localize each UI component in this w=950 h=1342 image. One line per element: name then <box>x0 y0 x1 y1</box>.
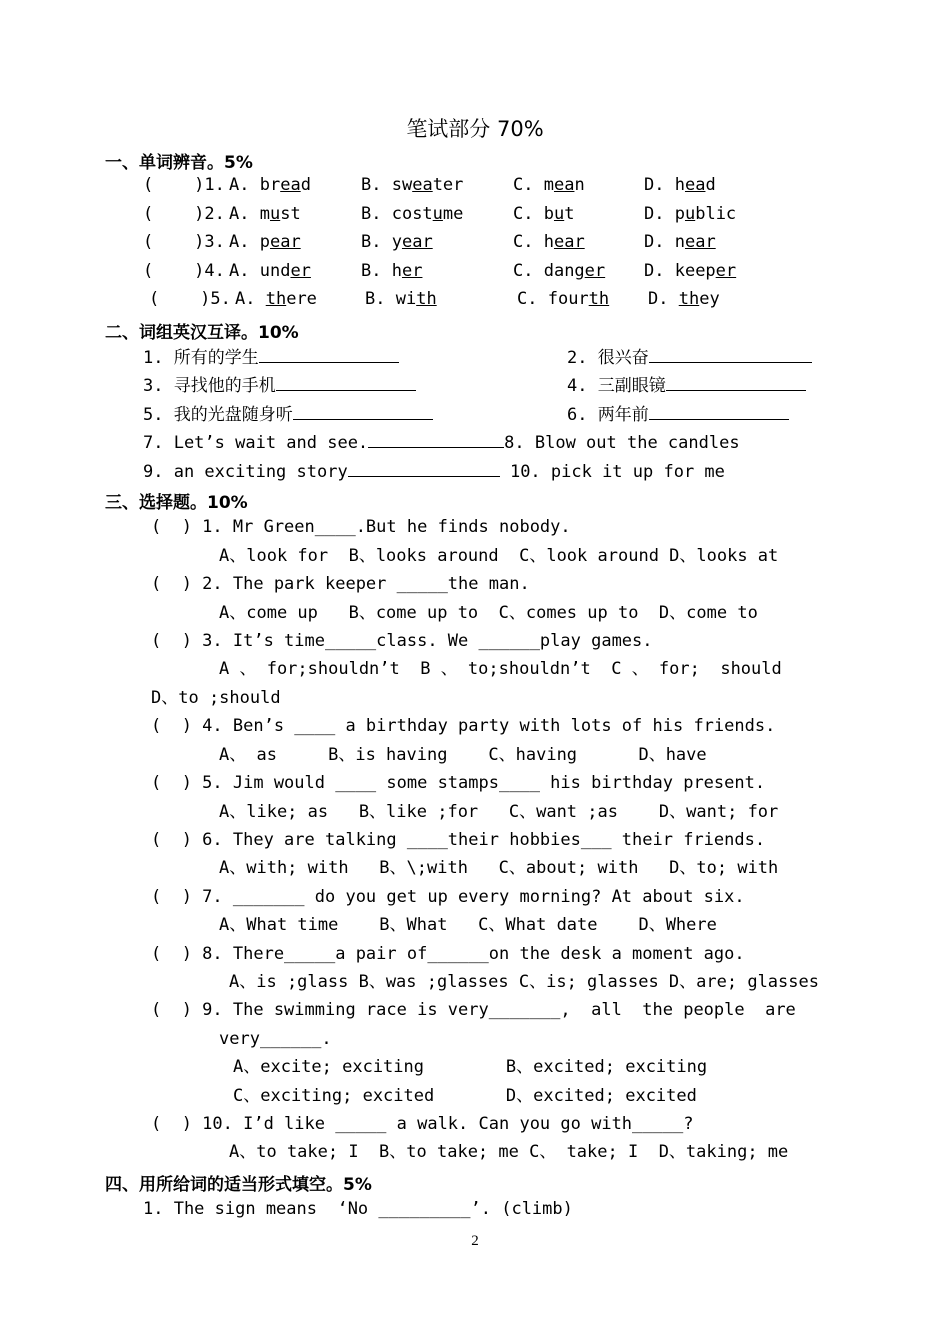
phrase-9: 9. an exciting story 10. pick it up for me <box>143 459 725 484</box>
phonetics-option-b <box>361 204 463 224</box>
word-part: p <box>259 232 270 252</box>
underlined-letters: ea <box>280 175 301 195</box>
phrase-2: 2. 很兴奋 <box>567 345 812 370</box>
phonetics-option-d <box>644 204 736 224</box>
phrase-4: 4. 三副眼镜 <box>567 373 806 398</box>
phrase-6: 6. 两年前 <box>567 402 789 427</box>
phonetics-option-b <box>361 232 433 252</box>
phonetics-option-b <box>365 289 437 309</box>
word-part: keep <box>674 260 716 281</box>
underlined-letters: ear <box>553 232 585 252</box>
phonetics-question-number: ( )2. <box>143 203 225 224</box>
underlined-letters: ear <box>401 232 433 252</box>
phonetics-option-d <box>648 289 720 309</box>
section-heading-phonetics: 一、单词辨音。5% <box>105 153 253 173</box>
section-heading-choices: 三、选择题。10% <box>105 493 248 513</box>
phonetics-option-c <box>513 261 605 281</box>
phonetics-option-a <box>229 204 301 224</box>
word-part: m <box>259 203 270 224</box>
underlined-letters: u <box>432 203 443 224</box>
question-9-cont: very______. <box>219 1029 332 1049</box>
phonetics-option-c <box>513 175 585 195</box>
underlined-letters: u <box>684 203 696 224</box>
section-heading-fill: 四、用所给词的适当形式填空。5% <box>105 1175 372 1195</box>
underlined-letters: th <box>265 289 287 309</box>
question-4-options: A、 as B、is having C、having D、have <box>219 745 707 765</box>
underlined-letters: er <box>715 260 737 281</box>
option-letter: C. <box>513 260 544 281</box>
word-part: br <box>259 175 281 195</box>
underlined-letters: u <box>269 203 281 224</box>
underlined-letters: ear <box>684 232 716 252</box>
question-3: ( ) 3. It’s time_____class. We ______play games. <box>151 631 653 651</box>
option-letter: A. <box>229 203 260 224</box>
phonetics-option-d <box>644 175 716 195</box>
option-letter: D. <box>648 289 679 309</box>
underlined-letters: u <box>553 203 565 224</box>
question-3-options: A 、 for;shouldn’t B 、 to;shouldn’t C 、 for; should <box>219 659 782 679</box>
phrase-7: 7. Let’s wait and see. 8. Blow out the candles <box>143 430 740 455</box>
question-9-options-1: A、excite; exciting B、excited; exciting <box>233 1057 708 1077</box>
word-part: n <box>574 175 585 195</box>
word-part: d <box>300 175 311 195</box>
phonetics-question-number: ( )4. <box>143 260 225 281</box>
phonetics-option-b <box>361 261 422 281</box>
option-letter: D. <box>644 175 675 195</box>
question-3-options-cont: D、to ;should <box>151 688 281 708</box>
phonetics-option-c <box>517 289 609 309</box>
word-part: ey <box>699 289 720 309</box>
word-part: dang <box>543 260 585 281</box>
word-part: ere <box>286 289 317 309</box>
page-number: 2 <box>471 1233 479 1249</box>
section-heading-phrases: 二、词组英汉互译。10% <box>105 323 299 343</box>
option-letter: A. <box>229 232 260 252</box>
word-part: d <box>705 175 716 195</box>
question-5-options: A、like; as B、like ;for C、want ;as D、want; for <box>219 802 779 822</box>
phonetics-option-a <box>229 232 301 252</box>
question-6: ( ) 6. They are talking ____their hobbies___ their friends. <box>151 830 766 850</box>
phonetics-option-a <box>229 175 311 195</box>
question-2-options: A、come up B、come up to C、comes up to D、come to <box>219 603 758 623</box>
question-1-options: A、look for B、looks around C、look around D、looks at <box>219 546 779 566</box>
option-letter: B. <box>361 175 392 195</box>
question-8-options: A、is ;glass B、was ;glasses C、is; glasses D、are; glasses <box>229 972 819 992</box>
word-part: p <box>674 203 685 224</box>
question-9-options-2: C、exciting; excited D、excited; excited <box>233 1086 697 1106</box>
option-letter: D. <box>644 260 675 281</box>
underlined-letters: ea <box>684 175 706 195</box>
option-letter: C. <box>517 289 548 309</box>
word-part: h <box>674 175 685 195</box>
phonetics-question-number: ( )3. <box>143 232 225 252</box>
phonetics-option-d <box>644 232 716 252</box>
question-8: ( ) 8. There_____a pair of______on the desk a moment ago. <box>151 944 745 964</box>
underlined-letters: er <box>401 260 423 281</box>
option-letter: C. <box>513 203 544 224</box>
word-part: wi <box>395 289 417 309</box>
question-2: ( ) 2. The park keeper _____the man. <box>151 574 530 594</box>
word-part: und <box>259 260 291 281</box>
fill-question-1: 1. The sign means ‘No _________’. (climb) <box>143 1199 573 1219</box>
word-part: four <box>547 289 589 309</box>
question-7: ( ) 7. _______ do you get up every morning? At about six. <box>151 887 745 907</box>
question-7-options: A、What time B、What C、What date D、Where <box>219 915 717 935</box>
underlined-letters: ea <box>412 175 433 195</box>
phonetics-question-number: ( )5. <box>149 289 231 309</box>
phonetics-option-c <box>513 232 585 252</box>
phonetics-option-a <box>229 261 311 281</box>
question-10: ( ) 10. I’d like _____ a walk. Can you go with_____? <box>151 1114 694 1134</box>
option-letter: B. <box>361 260 392 281</box>
option-letter: D. <box>644 203 675 224</box>
word-part: ter <box>432 175 464 195</box>
word-part: n <box>674 232 685 252</box>
word-part: t <box>564 203 575 224</box>
question-5: ( ) 5. Jim would ____ some stamps____ his birthday present. <box>151 773 766 793</box>
word-part: st <box>280 203 301 224</box>
option-letter: B. <box>361 232 392 252</box>
phonetics-option-b <box>361 175 463 195</box>
option-letter: D. <box>644 232 675 252</box>
phonetics-option-c <box>513 204 574 224</box>
option-letter: A. <box>235 289 266 309</box>
option-letter: A. <box>229 260 260 281</box>
phrase-3: 3. 寻找他的手机 <box>143 373 416 398</box>
word-part: blic <box>695 203 737 224</box>
underlined-letters: th <box>588 289 610 309</box>
word-part: h <box>543 232 554 252</box>
question-10-options: A、to take; I B、to take; me C、 take; I D、taking; me <box>229 1142 789 1162</box>
word-part: m <box>543 175 554 195</box>
option-letter: C. <box>513 232 544 252</box>
phrase-5: 5. 我的光盘随身听 <box>143 402 433 427</box>
underlined-letters: ea <box>553 175 575 195</box>
word-part: me <box>442 203 464 224</box>
word-part: h <box>391 260 402 281</box>
phonetics-option-d <box>644 261 736 281</box>
question-1: ( ) 1. Mr Green____.But he finds nobody. <box>151 517 571 537</box>
option-letter: A. <box>229 175 260 195</box>
word-part: y <box>391 232 402 252</box>
underlined-letters: th <box>416 289 437 309</box>
phonetics-option-a <box>235 289 317 309</box>
option-letter: C. <box>513 175 544 195</box>
question-4: ( ) 4. Ben’s ____ a birthday party with lots of his friends. <box>151 716 776 736</box>
underlined-letters: th <box>678 289 700 309</box>
phonetics-question-number: ( )1. <box>143 175 225 195</box>
question-9: ( ) 9. The swimming race is very_______, all the people are <box>151 1000 796 1020</box>
underlined-letters: er <box>584 260 606 281</box>
question-6-options: A、with; with B、\;with C、about; with D、to; with <box>219 858 779 878</box>
option-letter: B. <box>365 289 396 309</box>
option-letter: B. <box>361 203 392 224</box>
word-part: b <box>543 203 554 224</box>
page-title: 笔试部分 70% <box>406 117 544 141</box>
word-part: cost <box>391 203 433 224</box>
word-part: sw <box>391 175 413 195</box>
underlined-letters: ear <box>269 232 301 252</box>
underlined-letters: er <box>290 260 311 281</box>
phrase-1: 1. 所有的学生 <box>143 345 399 370</box>
